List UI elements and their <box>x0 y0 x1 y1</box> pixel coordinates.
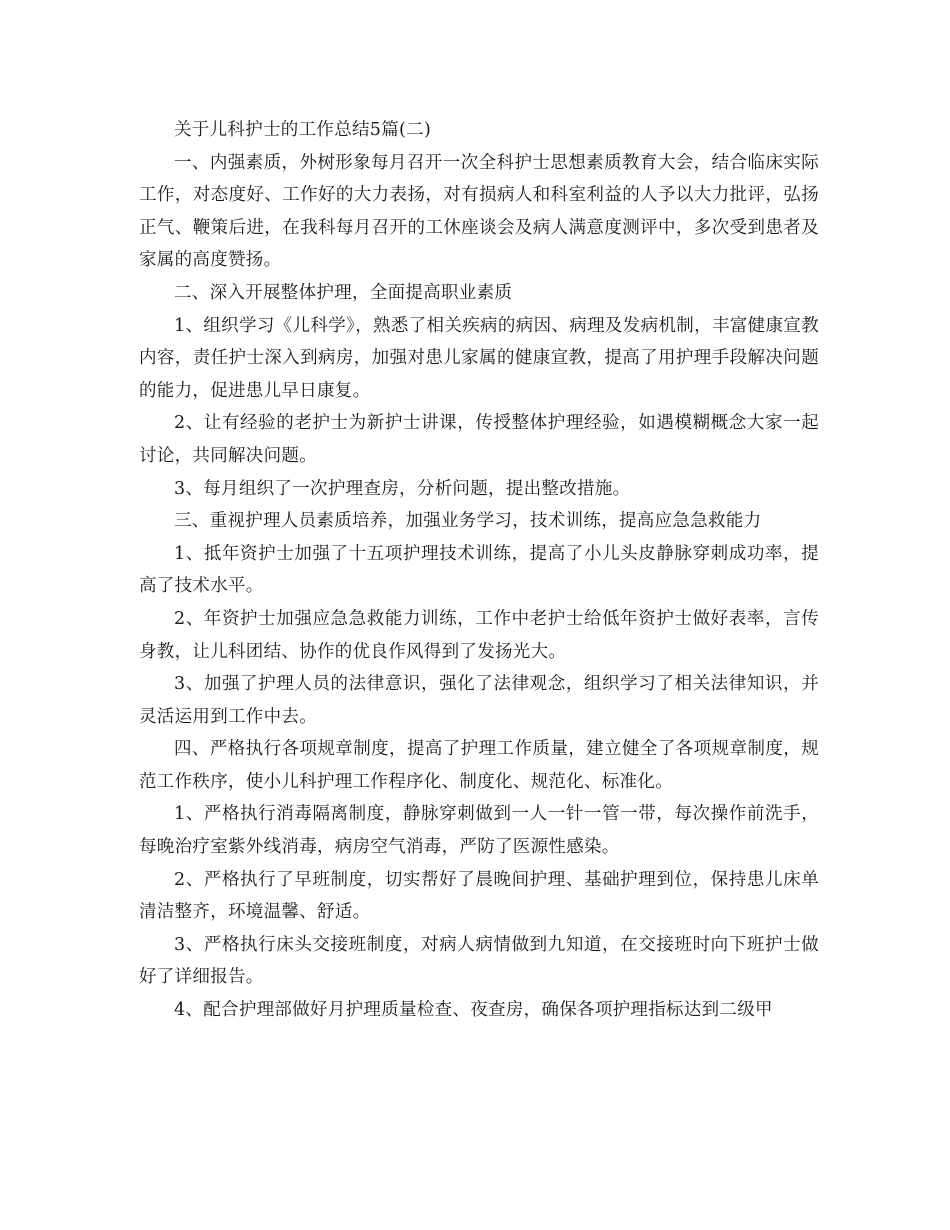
paragraph: 2、严格执行了早班制度，切实帮好了晨晚间护理、基础护理到位，保持患儿床单清洁整齐，环境温馨、舒适。 <box>139 869 819 923</box>
paragraph: 3、严格执行床头交接班制度，对病人病情做到九知道，在交接班时向下班护士做好了详细报告。 <box>139 934 819 988</box>
paragraph: 3、每月组织了一次护理查房，分析问题，提出整改措施。 <box>174 478 631 499</box>
paragraph: 4、配合护理部做好月护理质量检查、夜查房，确保各项护理指标达到二级甲 <box>174 1000 773 1021</box>
paragraph: 1、严格执行消毒隔离制度，静脉穿刺做到一人一针一管一带，每次操作前洗手，每晚治疗室紫外线消毒，病房空气消毒，严防了医源性感染。 <box>139 804 819 858</box>
section-heading: 四、严格执行各项规章制度，提高了护理工作质量，建立健全了各项规章制度，规范工作秩序，使小儿科护理工作程序化、制度化、规范化、标准化。 <box>139 739 819 792</box>
paragraph: 1、组织学习《儿科学》，熟悉了相关疾病的病因、病理及发病机制，丰富健康宣教内容，责任护士深入到病房，加强对患儿家属的健康宣教，提高了用护理手段解决问题的能力，促进患儿早日康复。 <box>139 315 819 401</box>
paragraph: 一、内强素质，外树形象每月召开一次全科护士思想素质教育大会，结合临床实际工作，对态度好、工作好的大力表扬，对有损病人和科室利益的人予以大力批评，弘扬正气、鞭策后进，在我科每月召开的工休座谈会及病人满意度测评中，多次受到患者及家属的高度赞扬。 <box>139 152 819 271</box>
paragraph: 2、年资护士加强应急急救能力训练，工作中老护士给低年资护士做好表率，言传身教，让儿科团结、协作的优良作风得到了发扬光大。 <box>139 608 819 662</box>
paragraph: 2、让有经验的老护士为新护士讲课，传授整体护理经验，如遇模糊概念大家一起讨论，共同解决问题。 <box>139 413 819 466</box>
document-title: 关于儿科护士的工作总结5篇(二) <box>174 120 432 140</box>
document-body <box>139 114 819 1027</box>
paragraph: 3、加强了护理人员的法律意识，强化了法律观念，组织学习了相关法律知识，并灵活运用到工作中去。 <box>139 674 819 727</box>
section-heading: 二、深入开展整体护理，全面提高职业素质 <box>174 282 513 303</box>
section-heading: 三、重视护理人员素质培养，加强业务学习，技术训练，提高应急急救能力 <box>174 511 762 532</box>
paragraph: 1、抵年资护士加强了十五项护理技术训练，提高了小儿头皮静脉穿刺成功率，提高了技术水平。 <box>139 543 819 597</box>
